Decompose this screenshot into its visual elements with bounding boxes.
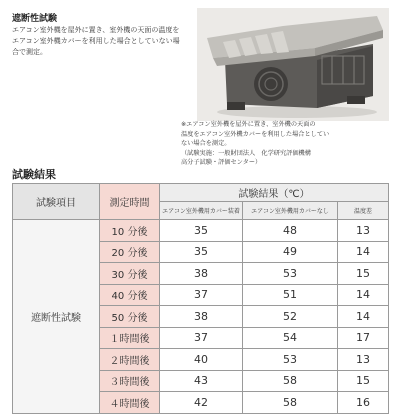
category-cell: 遮断性試験 bbox=[13, 220, 100, 414]
with-cover-cell: 37 bbox=[160, 327, 243, 349]
results-table bbox=[12, 183, 389, 414]
with-cover-cell: 35 bbox=[160, 220, 243, 242]
header-with-cover: エアコン室外機用カバー装着 bbox=[160, 202, 243, 220]
without-cover-cell: 53 bbox=[243, 263, 338, 285]
with-cover-cell: 40 bbox=[160, 349, 243, 371]
diff-cell: 13 bbox=[338, 220, 389, 242]
diff-cell: 17 bbox=[338, 327, 389, 349]
section-title-shielding-test: 遮断性試験 bbox=[12, 14, 58, 24]
time-cell: ３時間後 bbox=[100, 370, 160, 392]
diff-cell: 16 bbox=[338, 392, 389, 414]
with-cover-cell: 43 bbox=[160, 370, 243, 392]
time-cell: 40 分後 bbox=[100, 284, 160, 306]
diff-cell: 14 bbox=[338, 241, 389, 263]
time-cell: ４時間後 bbox=[100, 392, 160, 414]
without-cover-cell: 54 bbox=[243, 327, 338, 349]
without-cover-cell: 48 bbox=[243, 220, 338, 242]
header-measure-time: 測定時間 bbox=[100, 184, 160, 220]
photo-note-line: 高分子試験・評価センター） bbox=[181, 159, 262, 167]
diff-cell: 15 bbox=[338, 263, 389, 285]
header-test-item: 試験項目 bbox=[13, 184, 100, 220]
photo-note-line: 温度をエアコン室外機カバーを利用した場合としてい bbox=[181, 130, 330, 138]
section-description: エアコン室外機を屋外に置き、室外機の天面の温度をエアコン室外機カバーを利用した場合としていない場合で測定。 bbox=[12, 26, 180, 56]
header-temp-diff: 温度差 bbox=[338, 202, 389, 220]
diff-cell: 13 bbox=[338, 349, 389, 371]
outdoor-unit-cover-photo bbox=[197, 8, 389, 121]
time-cell: １時間後 bbox=[100, 327, 160, 349]
without-cover-cell: 52 bbox=[243, 306, 338, 328]
without-cover-cell: 58 bbox=[243, 370, 338, 392]
table-row bbox=[13, 220, 389, 242]
photo-note-line: ない場合を測定。 bbox=[181, 140, 231, 148]
time-cell: ２時間後 bbox=[100, 349, 160, 371]
with-cover-cell: 37 bbox=[160, 284, 243, 306]
photo-note bbox=[181, 120, 393, 168]
header-without-cover: エアコン室外機用カバーなし bbox=[243, 202, 338, 220]
photo-note-line: （試験実施：一般財団法人 化学研究評価機構 bbox=[181, 149, 311, 157]
with-cover-cell: 38 bbox=[160, 306, 243, 328]
diff-cell: 15 bbox=[338, 370, 389, 392]
diff-cell: 14 bbox=[338, 306, 389, 328]
section-title-results: 試験結果 bbox=[12, 168, 56, 181]
with-cover-cell: 35 bbox=[160, 241, 243, 263]
without-cover-cell: 51 bbox=[243, 284, 338, 306]
without-cover-cell: 58 bbox=[243, 392, 338, 414]
header-test-results: 試験結果（℃） bbox=[160, 184, 389, 202]
diff-cell: 14 bbox=[338, 284, 389, 306]
photo-note-line: ※エアコン室外機を屋外に置き、室外機の天面の bbox=[181, 121, 316, 128]
with-cover-cell: 42 bbox=[160, 392, 243, 414]
without-cover-cell: 53 bbox=[243, 349, 338, 371]
with-cover-cell: 38 bbox=[160, 263, 243, 285]
time-cell: 30 分後 bbox=[100, 263, 160, 285]
time-cell: 10 分後 bbox=[100, 220, 160, 242]
without-cover-cell: 49 bbox=[243, 241, 338, 263]
time-cell: 50 分後 bbox=[100, 306, 160, 328]
time-cell: 20 分後 bbox=[100, 241, 160, 263]
